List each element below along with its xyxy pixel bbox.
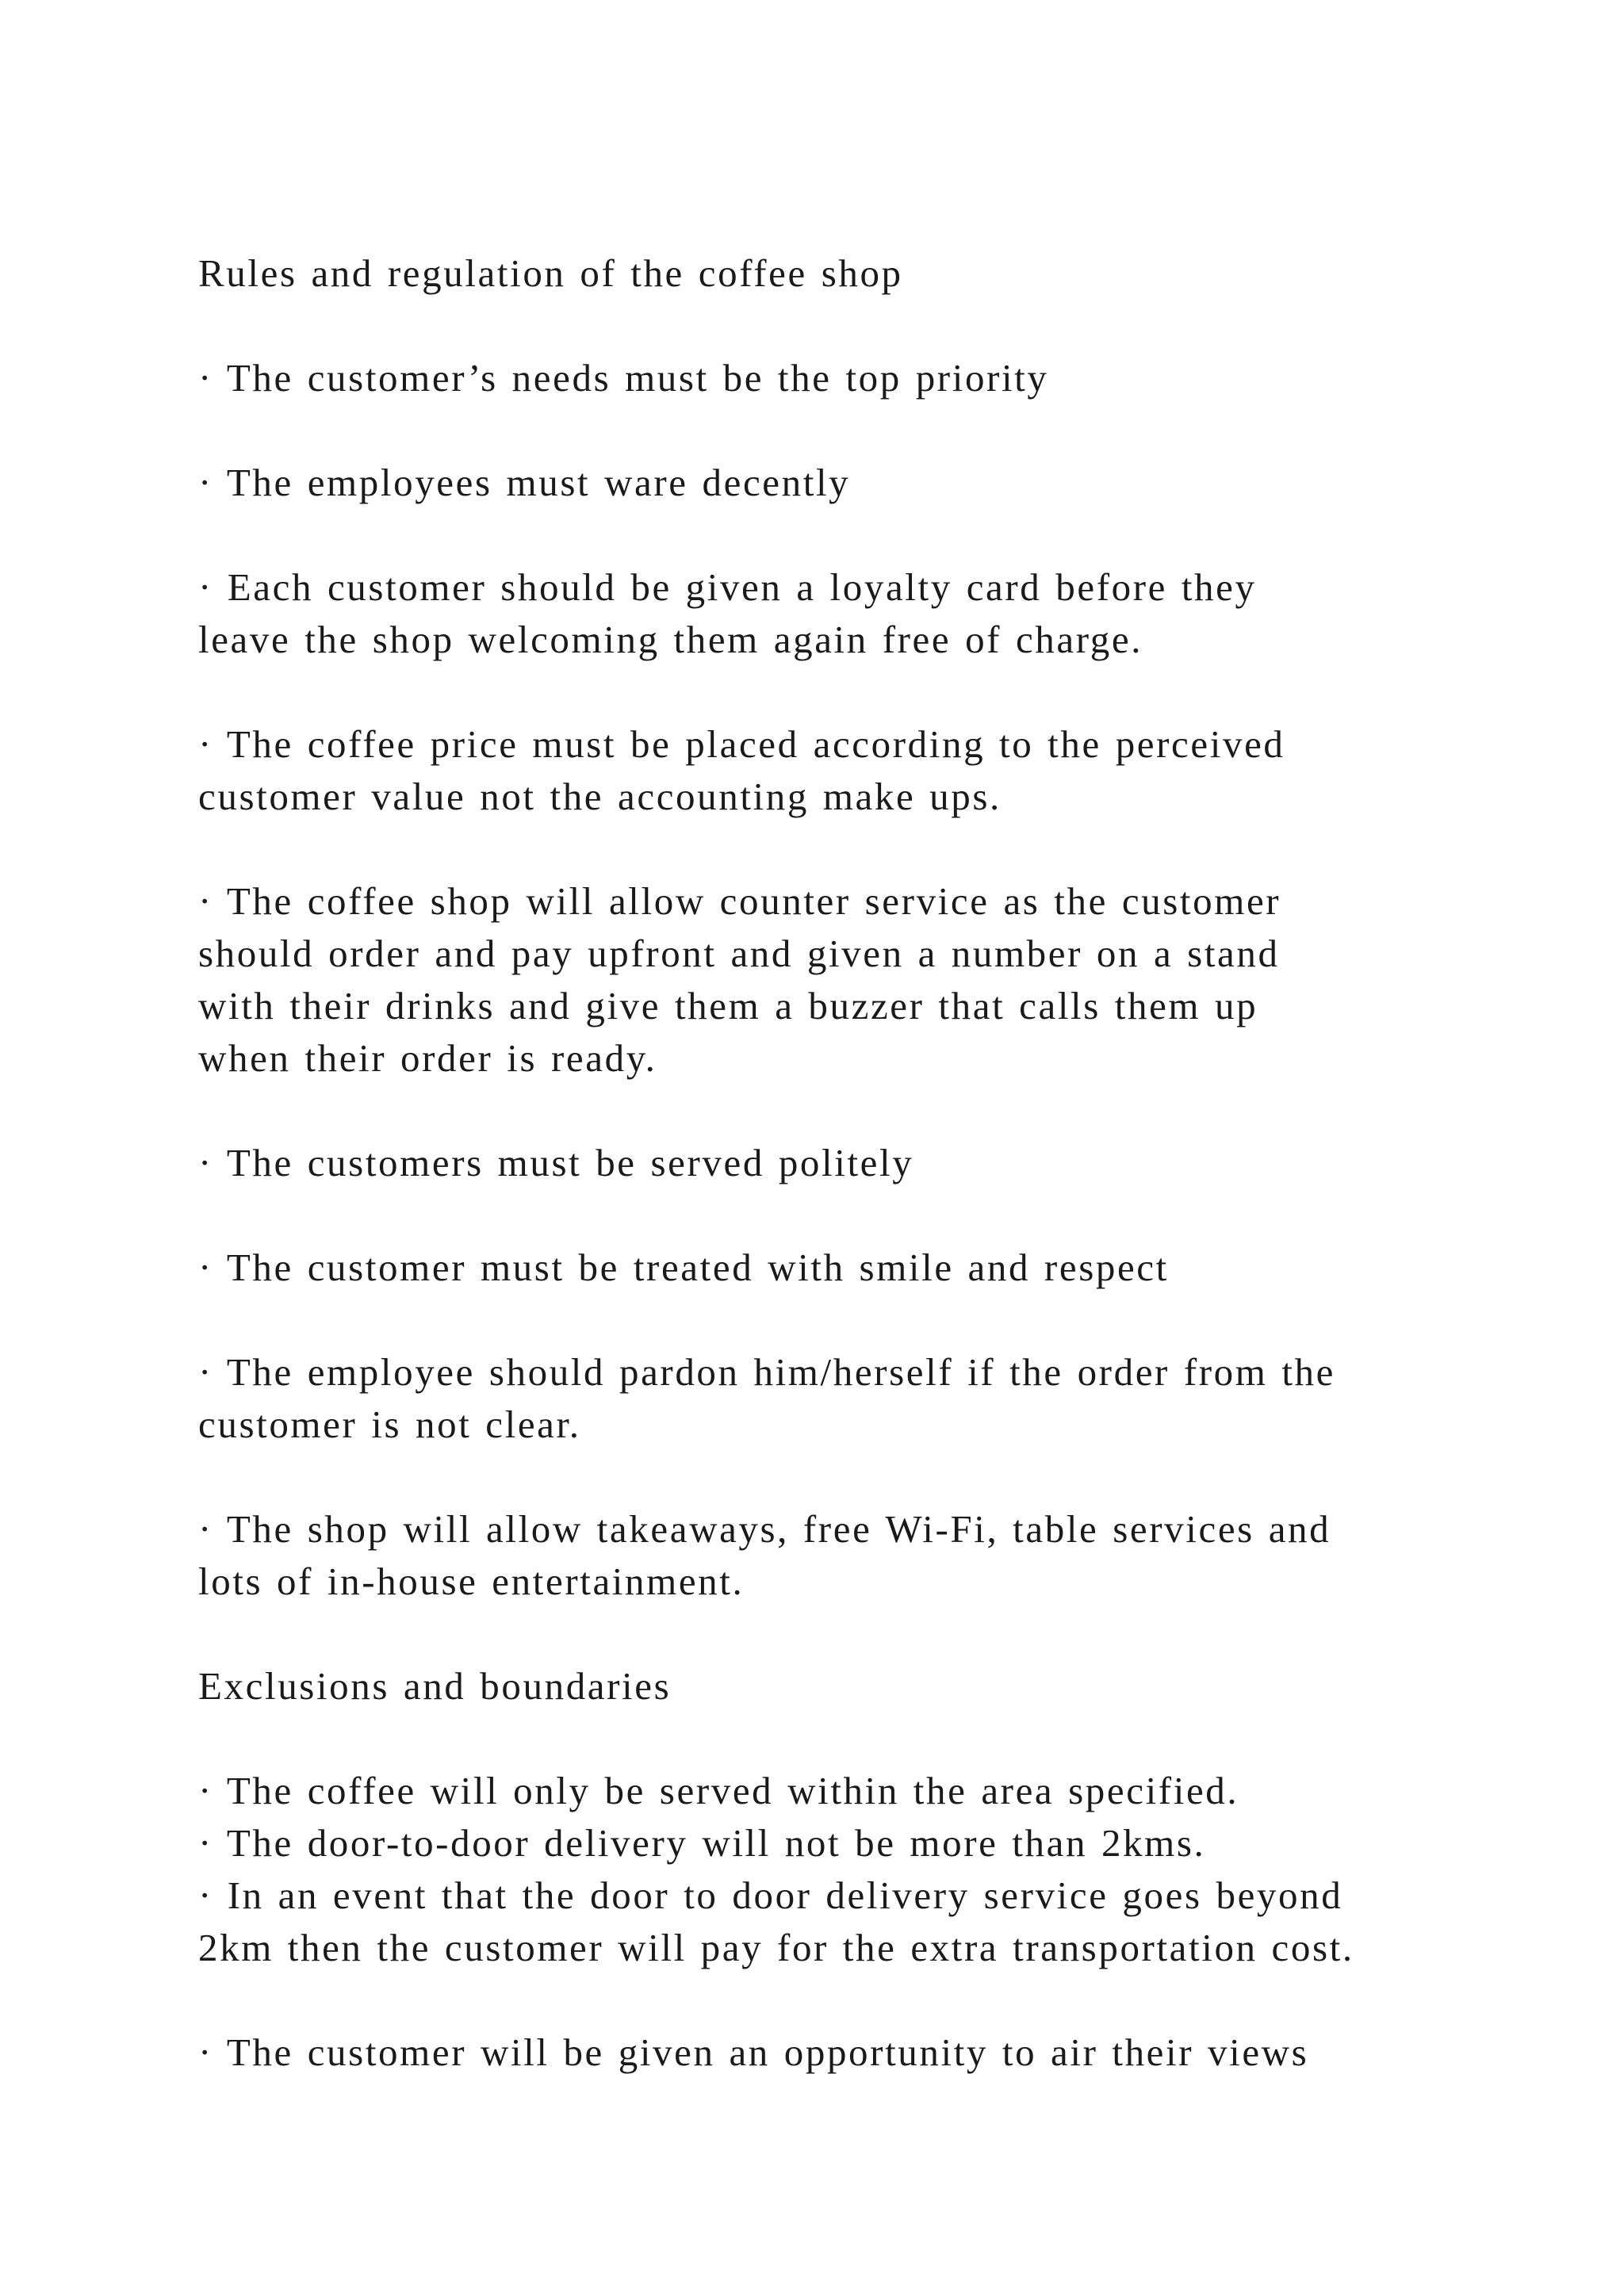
rule-line: · The coffee price must be placed according to the perceived <box>198 722 1285 766</box>
rule-line: · The customer must be treated with smile and respect <box>198 1246 1169 1289</box>
rules-heading: Rules and regulation of the coffee shop <box>198 251 903 295</box>
rule-line: · The employee should pardon him/herself if the order from the <box>198 1350 1335 1394</box>
rule-item <box>198 718 1467 823</box>
rule-item <box>198 1346 1467 1451</box>
rule-line: · Each customer should be given a loyalty card before they <box>198 565 1257 609</box>
last-rule <box>198 2026 1467 2079</box>
rule-line: customer value not the accounting make ups. <box>198 775 1002 818</box>
rule-line: · The coffee shop will allow counter service as the customer <box>198 879 1281 923</box>
rule-item <box>198 352 1467 404</box>
rule-line: when their order is ready. <box>198 1036 657 1080</box>
rule-line: should order and pay upfront and given a number on a stand <box>198 932 1280 975</box>
rule-line: customer is not clear. <box>198 1402 581 1446</box>
rule-line: · The customer will be given an opportunity to air their views <box>198 2030 1309 2074</box>
rule-line: · The employees must ware decently <box>198 461 851 504</box>
exclusion-line: 2km then the customer will pay for the extra transportation cost. <box>198 1926 1354 1969</box>
exclusion-line: · The door-to-door delivery will not be more than 2kms. <box>198 1821 1206 1865</box>
exclusions-block <box>198 1765 1467 1974</box>
rule-item <box>198 1137 1467 1189</box>
exclusion-line: · In an event that the door to door delivery service goes beyond <box>198 1873 1343 1917</box>
rule-line: · The customers must be served politely <box>198 1141 914 1184</box>
rule-line: · The customer’s needs must be the top priority <box>198 356 1049 400</box>
rules-list <box>198 352 1467 1608</box>
rule-item <box>198 457 1467 509</box>
rule-item <box>198 561 1467 666</box>
exclusions-heading: Exclusions and boundaries <box>198 1664 672 1708</box>
rule-item <box>198 1242 1467 1294</box>
rule-item <box>198 875 1467 1085</box>
rule-item <box>198 1503 1467 1608</box>
rule-line: lots of in-house entertainment. <box>198 1559 745 1603</box>
exclusion-line: · The coffee will only be served within the area specified. <box>198 1769 1239 1812</box>
rule-line: leave the shop welcoming them again free of charge. <box>198 618 1143 661</box>
rule-line: with their drinks and give them a buzzer that calls them up <box>198 984 1258 1027</box>
rule-line: · The shop will allow takeaways, free Wi-Fi, table services and <box>198 1507 1331 1551</box>
document-page <box>198 247 1467 2131</box>
